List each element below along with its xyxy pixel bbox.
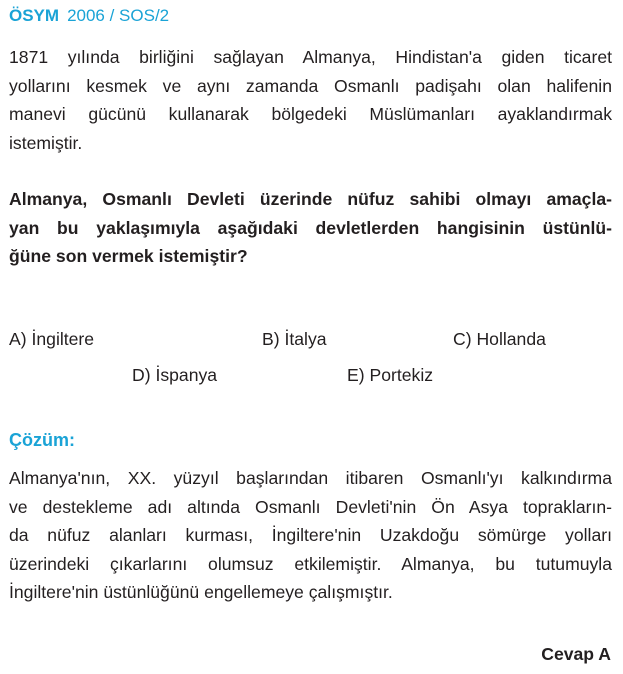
option-b[interactable]: B) İtalya — [262, 329, 327, 349]
stem-line: manevi gücünü kullanarak bölgedeki Müslümanları ayaklandırmak — [9, 104, 612, 124]
question-header — [9, 6, 169, 26]
prompt-line: ğüne son vermek istemiştir? — [9, 246, 248, 266]
question-stem — [9, 43, 612, 157]
option-d[interactable]: D) İspanya — [132, 365, 218, 385]
solution-text — [9, 464, 612, 607]
solution-title: Çözüm: — [9, 430, 75, 450]
option-a[interactable]: A) İngiltere — [9, 329, 95, 349]
question-prompt — [9, 185, 612, 271]
solution-line: İngiltere'nin üstünlüğünü engellemeye çalışmıştır. — [9, 582, 393, 602]
solution-line: üzerindeki çıkarlarını olumsuz etkilemiştir. Almanya, bu tutumuyla — [9, 553, 612, 574]
solution-line: ve destekleme adı altında Osmanlı Devleti'nin Ön Asya toprakların- — [9, 496, 612, 517]
option-c[interactable]: C) Hollanda — [453, 329, 546, 349]
exam-source: ÖSYM — [9, 6, 60, 25]
stem-line: 1871 yılında birliğini sağlayan Almanya, Hindistan'a giden ticaret — [9, 47, 612, 67]
exam-code: 2006 / SOS/2 — [67, 6, 170, 25]
option-e[interactable]: E) Portekiz — [347, 365, 434, 385]
stem-line: istemiştir. — [9, 132, 83, 153]
prompt-line: Almanya, Osmanlı Devleti üzerinde nüfuz sahibi olmayı amaçla- — [9, 189, 612, 209]
prompt-line: yan bu yaklaşımıyla aşağıdaki devletlerden hangisinin üstünlü- — [9, 217, 612, 238]
stem-line: yollarını kesmek ve aynı zamanda Osmanlı padişahı olan halifenin — [9, 75, 612, 96]
answer-label: Cevap A — [541, 644, 611, 664]
solution-line: da nüfuz alanları kurması, İngiltere'nin Uzakdoğu sömürge yolları — [9, 525, 612, 545]
solution-line: Almanya'nın, XX. yüzyıl başlarından itibaren Osmanlı'yı kalkındırma — [9, 468, 612, 488]
